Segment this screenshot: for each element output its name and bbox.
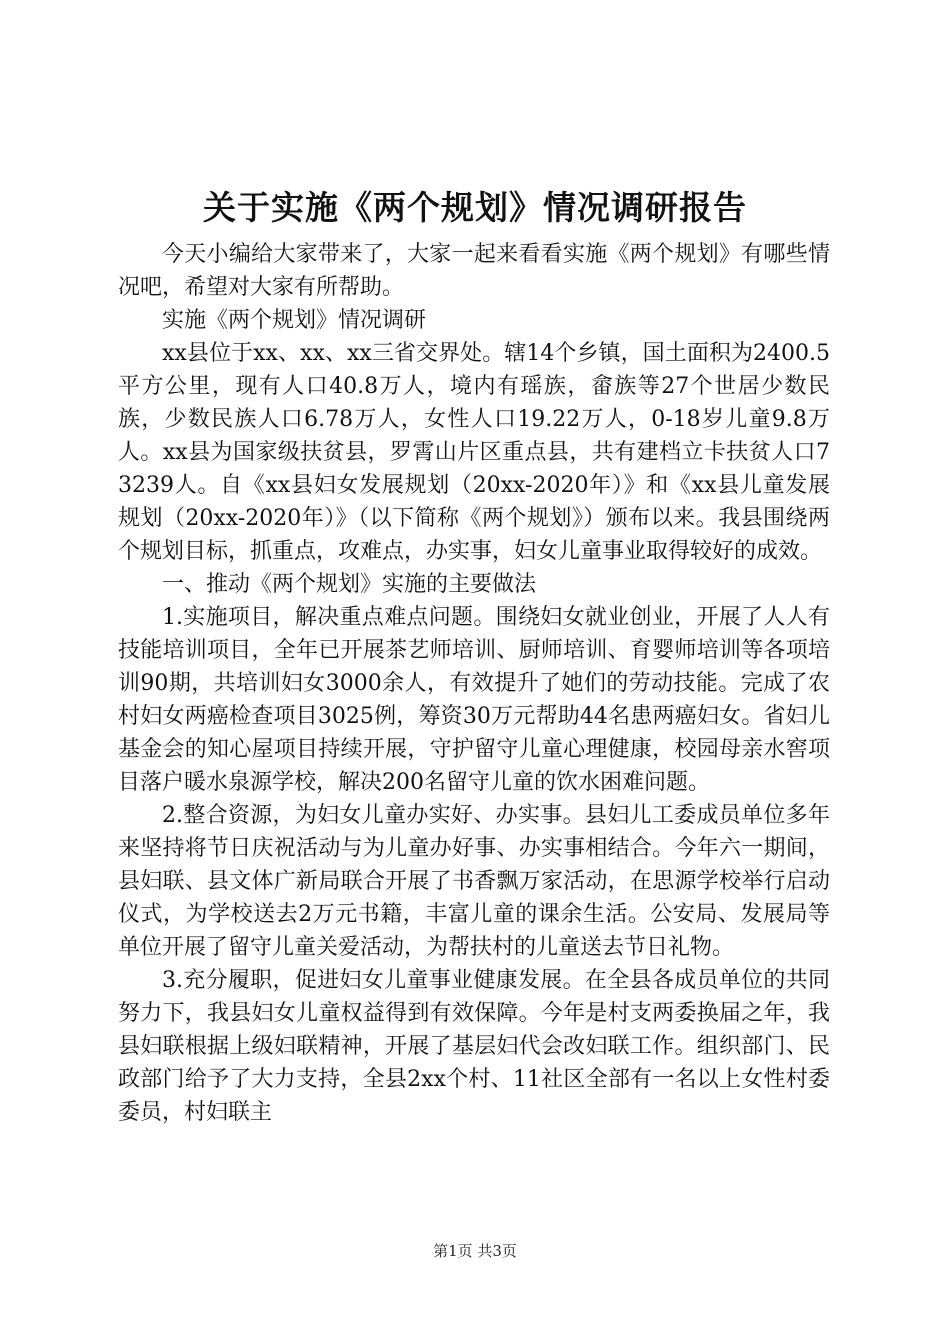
subtitle-paragraph: 实施《两个规划》情况调研: [162, 308, 427, 333]
page-title: 关于实施《两个规划》情况调研报告: [203, 188, 747, 227]
item-3-paragraph: 3.充分履职，促进妇女儿童事业健康发展。在全县各成员单位的共同努力下，我县妇女儿童权益得到有效保障。今年是村支两委换届之年，我县妇联根据上级妇联精神，开展了基层妇代会改妇联工作。组织部门、民政部门给予了大力支持，全县2xx个村、11社区全部有一名以上女性村委委员，村妇联主: [118, 968, 830, 1125]
intro-paragraph: 今天小编给大家带来了，大家一起来看看实施《两个规划》有哪些情况吧，希望对大家有所帮助。: [118, 242, 830, 300]
overview-paragraph: xx县位于xx、xx、xx三省交界处。辖14个乡镇，国土面积为2400.5平方公里，现有人口40.8万人，境内有瑶族，畲族等27个世居少数民族，少数民族人口6.78万人，女性人口19.22万人，0-18岁儿童9.8万人。xx县为国家级扶贫县，罗霄山片区重点县，共有建档立卡扶贫人口73239人。自《xx县妇女发展规划（20xx-2020年）》和《xx县儿童发展规划（20xx-2020年）》（以下简称《两个规划》）颁布以来。我县围绕两个规划目标，抓重点，攻难点，办实事，妇女儿童事业取得较好的成效。: [118, 341, 830, 564]
item-2-paragraph: 2.整合资源，为妇女儿童办实好、办实事。县妇儿工委成员单位多年来坚持将节日庆祝活动与为儿童办好事、办实事相结合。今年六一期间，县妇联、县文体广新局联合开展了书香飘万家活动，在思源学校举行启动仪式，为学校送去2万元书籍，丰富儿童的课余生活。公安局、发展局等单位开展了留守儿童关爱活动，为帮扶村的儿童送去节日礼物。: [118, 803, 830, 960]
page-number: 第1页 共3页: [433, 1242, 517, 1260]
item-1-paragraph: 1.实施项目，解决重点难点问题。围绕妇女就业创业，开展了人人有技能培训项目，全年已开展茶艺师培训、厨师培训、育婴师培训等各项培训90期，共培训妇女3000余人，有效提升了她们的劳动技能。完成了农村妇女两癌检查项目3025例，筹资30万元帮助44名患两癌妇女。省妇儿基金会的知心屋项目持续开展，守护留守儿童心理健康，校园母亲水窖项目落户暖水泉源学校，解决200名留守儿童的饮水困难问题。: [118, 605, 830, 795]
document-body: [118, 238, 830, 1129]
section-heading: 一、推动《两个规划》实施的主要做法: [162, 572, 537, 597]
